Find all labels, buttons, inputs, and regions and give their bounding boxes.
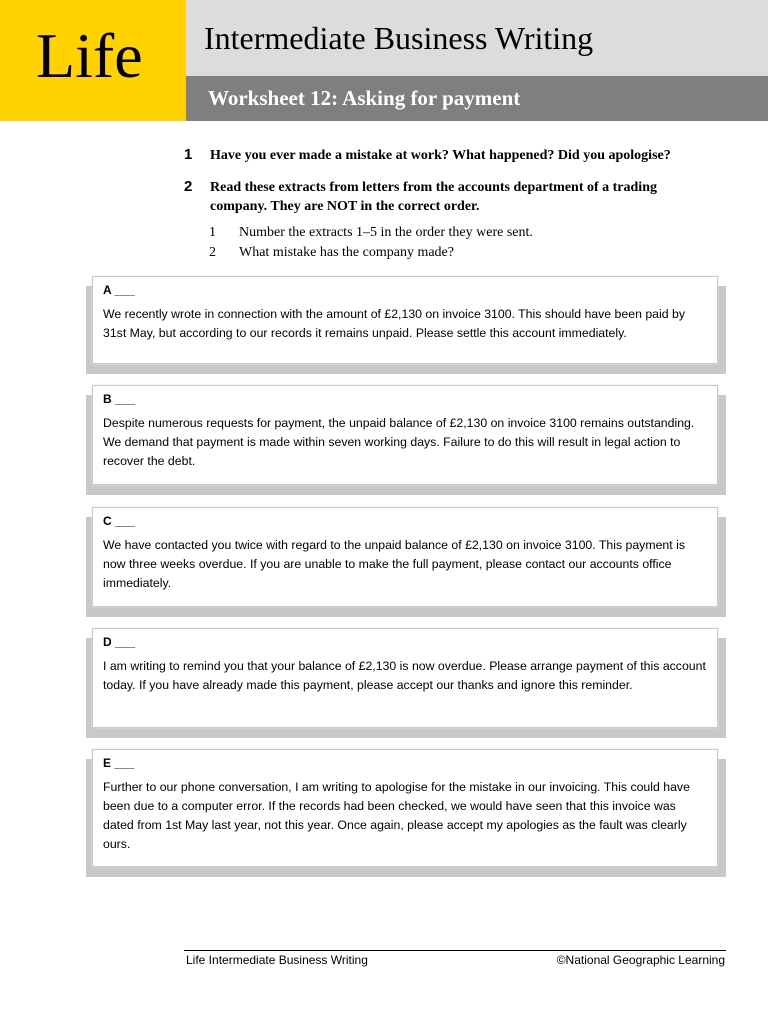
- worksheet-band: [186, 76, 768, 121]
- extract-text: Despite numerous requests for payment, the unpaid balance of £2,130 on invoice 3100 remains outstanding. We demand that payment is made within seven working days. Failure to do this will result in legal action to recover the debt.: [103, 416, 695, 468]
- extract-text: Further to our phone conversation, I am writing to apologise for the mistake in our invoicing. This could have been due to a computer error. If the records had been checked, we would have seen that this invoice was dated from 1st May last year, not this year. Once again, please accept my apologies as the fault was clearly ours.: [103, 780, 690, 851]
- extract-text: I am writing to remind you that your balance of £2,130 is now overdue. Please arrange payment of this account today. If you have already made this payment, please accept our thanks and ignore this reminder.: [103, 659, 706, 692]
- question-text: Have you ever made a mistake at work? What happened? Did you apologise?: [210, 148, 671, 163]
- header-band: [186, 0, 768, 76]
- extract-card: [92, 507, 718, 607]
- logo-box: [0, 0, 186, 121]
- footer-divider: [184, 950, 726, 951]
- footer-copyright: ©National Geographic Learning: [556, 953, 725, 967]
- extract-c: [86, 507, 718, 607]
- sub-item-number: 1: [209, 225, 216, 240]
- worksheet-title: Worksheet 12: Asking for payment: [208, 86, 521, 110]
- extract-label: D ___: [103, 635, 136, 649]
- question-text: Read these extracts from letters from the accounts department of a trading company. They are NOT in the correct order.: [210, 180, 657, 214]
- sub-item-text: Number the extracts 1–5 in the order they were sent.: [239, 225, 533, 240]
- extract-e: [86, 749, 718, 867]
- extract-text: We have contacted you twice with regard to the unpaid balance of £2,130 on invoice 3100. This payment is now three weeks overdue. If you are unable to make the full payment, please contact our accounts office immediately.: [103, 538, 685, 590]
- extract-text: We recently wrote in connection with the amount of £2,130 on invoice 3100. This should have been paid by 31st May, but according to our records it remains unpaid. Please settle this account immediately.: [103, 307, 685, 340]
- question-number: 2: [184, 178, 193, 195]
- footer-course: Life Intermediate Business Writing: [186, 953, 368, 967]
- extract-d: [86, 628, 718, 728]
- extract-label: E ___: [103, 756, 135, 770]
- extract-card: [92, 385, 718, 485]
- extract-label: B ___: [103, 392, 136, 406]
- course-title: Intermediate Business Writing: [204, 20, 594, 56]
- extract-b: [86, 385, 718, 485]
- sub-item-text: What mistake has the company made?: [239, 245, 454, 260]
- extract-label: A ___: [103, 283, 135, 297]
- extract-a: [86, 276, 718, 364]
- extract-card: [92, 749, 718, 867]
- logo: Life: [36, 20, 143, 91]
- extract-card: [92, 276, 718, 364]
- question-number: 1: [184, 146, 193, 163]
- sub-item-number: 2: [209, 245, 216, 260]
- extract-card: [92, 628, 718, 728]
- extract-label: C ___: [103, 514, 136, 528]
